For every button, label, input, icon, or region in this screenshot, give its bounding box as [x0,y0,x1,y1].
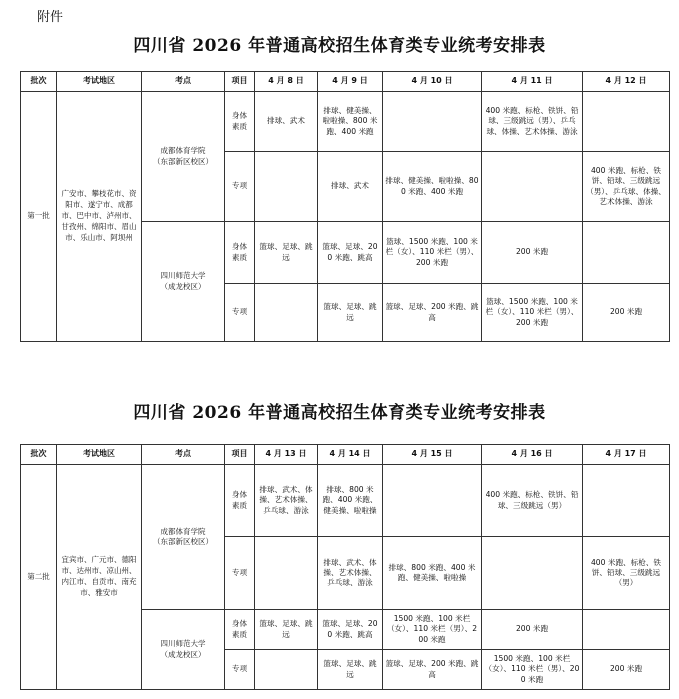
header-date: 4 月 13 日 [255,445,318,465]
schedule-cell: 200 米跑 [583,650,670,690]
item-cell: 专项 [225,284,255,342]
header-batch: 批次 [21,445,57,465]
schedule-cell: 篮球、足球、200 米跑、跳高 [383,650,482,690]
schedule-cell: 排球、武术 [255,92,318,152]
schedule-table-first-batch [20,71,670,342]
schedule-cell: 排球、武术 [318,152,383,222]
header-date: 4 月 9 日 [318,72,383,92]
batch-cell: 第一批 [21,92,57,342]
venue-cell: 四川师范大学 （成龙校区） [142,222,225,342]
schedule-cell [583,222,670,284]
schedule-cell [255,284,318,342]
schedule-cell [383,465,482,537]
schedule-cell: 篮球、足球、跳远 [255,222,318,284]
schedule-cell: 400 米跑、标枪、铁饼、铅球、三级跳远（男）、乒乓球、体操、艺术体操、游泳 [583,152,670,222]
venue-cell: 成都体育学院 （东部新区校区） [142,92,225,222]
header-item: 项目 [225,445,255,465]
schedule-cell: 篮球、足球、跳远 [318,650,383,690]
schedule-cell: 排球、武术、体操、艺术体操、乒乓球、游泳 [255,465,318,537]
item-cell: 身体 素质 [225,92,255,152]
schedule-cell: 1500 米跑、100 米栏（女）、110 米栏（男）、200 米跑 [482,650,583,690]
header-date: 4 月 12 日 [583,72,670,92]
schedule-table-second-batch [20,444,670,690]
table-title-second-batch: 四川省 2026 年普通高校招生体育类专业统考安排表 [133,403,546,423]
schedule-cell: 200 米跑 [482,610,583,650]
schedule-cell [583,92,670,152]
schedule-cell: 400 米跑、标枪、铁饼、铅球、三级跳远（男） [583,537,670,610]
item-cell: 身体 素质 [225,465,255,537]
schedule-cell: 排球、800 米跑、400 米跑、健美操、啦啦操 [318,465,383,537]
table-title-first-batch: 四川省 2026 年普通高校招生体育类专业统考安排表 [133,36,546,56]
header-venue: 考点 [142,445,225,465]
schedule-cell: 1500 米跑、100 米栏（女）、110 米栏（男）、200 米跑 [383,610,482,650]
header-date: 4 月 15 日 [383,445,482,465]
table-row [21,465,670,537]
venue-cell: 成都体育学院 （东部新区校区） [142,465,225,610]
schedule-cell [583,465,670,537]
item-cell: 专项 [225,152,255,222]
header-batch: 批次 [21,72,57,92]
item-cell: 专项 [225,537,255,610]
schedule-cell [255,537,318,610]
schedule-cell: 篮球、足球、跳远 [255,610,318,650]
venue-cell: 四川师范大学 （成龙校区） [142,610,225,690]
header-date: 4 月 17 日 [583,445,670,465]
schedule-cell: 篮球、足球、200 米跑、跳高 [383,284,482,342]
schedule-cell: 篮球、1500 米跑、100 米栏（女）、110 米栏（男）、200 米跑 [383,222,482,284]
header-date: 4 月 11 日 [482,72,583,92]
schedule-cell [255,650,318,690]
schedule-cell: 排球、800 米跑、400 米跑、健美操、啦啦操 [383,537,482,610]
schedule-cell: 400 米跑、标枪、铁饼、铅球、三级跳远（男） [482,465,583,537]
schedule-cell: 篮球、足球、跳远 [318,284,383,342]
schedule-cell [255,152,318,222]
schedule-cell [383,92,482,152]
region-cell: 宜宾市、广元市、德阳市、达州市、凉山州、内江市、自贡市、南充市、雅安市 [57,465,142,690]
header-region: 考试地区 [57,445,142,465]
schedule-cell [583,610,670,650]
schedule-cell: 篮球、1500 米跑、100 米栏（女）、110 米栏（男）、200 米跑 [482,284,583,342]
schedule-cell [482,537,583,610]
schedule-cell: 400 米跑、标枪、铁饼、铅球、三级跳远（男）、乒乓球、体操、艺术体操、游泳 [482,92,583,152]
item-cell: 身体 素质 [225,610,255,650]
header-region: 考试地区 [57,72,142,92]
header-date: 4 月 14 日 [318,445,383,465]
schedule-cell: 篮球、足球、200 米跑、跳高 [318,222,383,284]
header-venue: 考点 [142,72,225,92]
item-cell: 身体 素质 [225,222,255,284]
header-date: 4 月 10 日 [383,72,482,92]
table-row [21,92,670,152]
item-cell: 专项 [225,650,255,690]
schedule-cell: 200 米跑 [482,222,583,284]
header-item: 项目 [225,72,255,92]
batch-cell: 第二批 [21,465,57,690]
schedule-cell: 排球、武术、体操、艺术体操、乒乓球、游泳 [318,537,383,610]
header-date: 4 月 8 日 [255,72,318,92]
header-row [21,72,670,92]
schedule-cell: 排球、健美操、啦啦操、800 米跑、400 米跑 [318,92,383,152]
region-cell: 广安市、攀枝花市、资阳市、遂宁市、成都市、巴中市、泸州市、甘孜州、绵阳市、眉山市、乐山市、阿坝州 [57,92,142,342]
schedule-cell: 200 米跑 [583,284,670,342]
schedule-cell: 篮球、足球、200 米跑、跳高 [318,610,383,650]
header-row [21,445,670,465]
schedule-cell [482,152,583,222]
attachment-label: 附件 [37,10,64,25]
schedule-cell: 排球、健美操、啦啦操、800 米跑、400 米跑 [383,152,482,222]
header-date: 4 月 16 日 [482,445,583,465]
